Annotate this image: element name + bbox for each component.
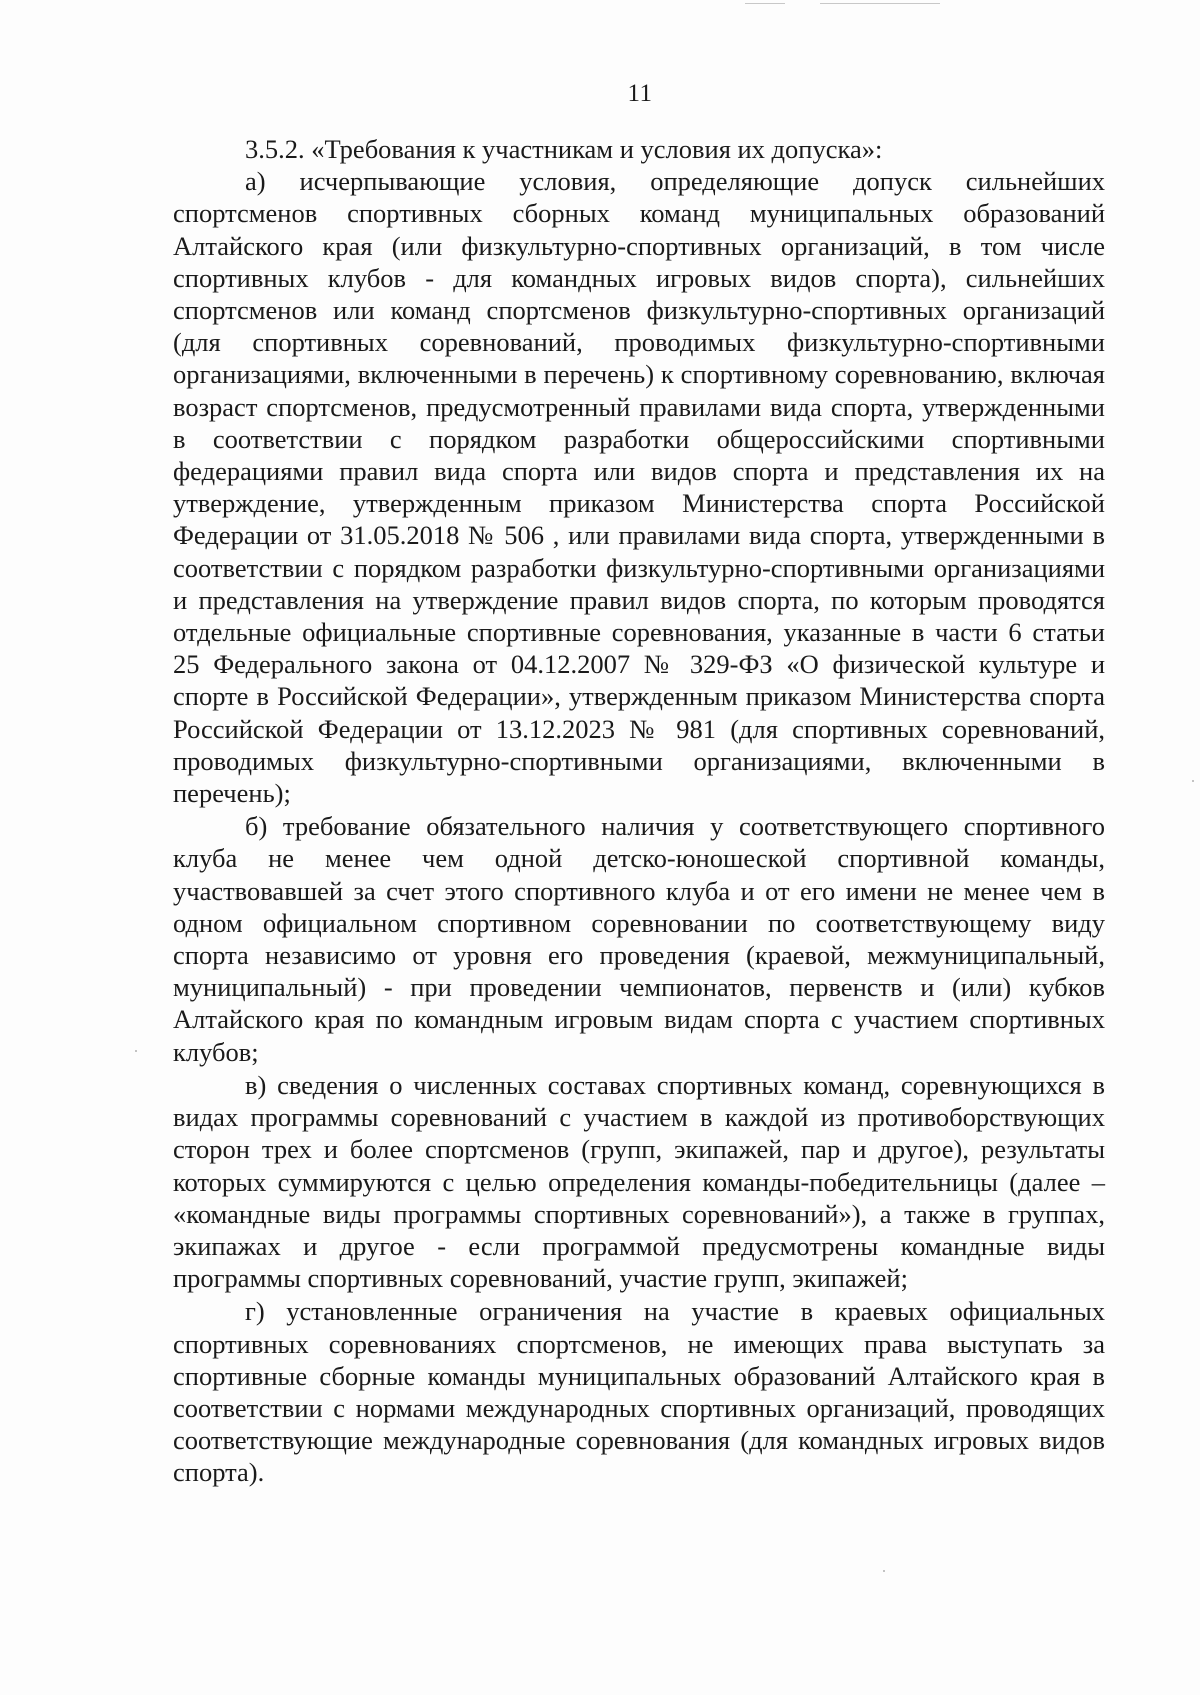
paragraph-g: г) установленные ограничения на участие в краевых официальных спортивных соревнованиях спортсменов, не имеющих права выступать за спортивные сборные команды муниципальных образований Алтайского края в соответствии с нормами международных спортивных организаций, проводящих соответствующие международные соревнования (для командных игровых видов спорта). bbox=[173, 1296, 1105, 1488]
paragraph-a: а) исчерпывающие условия, определяющие допуск сильнейших спортсменов спортивных сборных команд муниципальных образований Алтайского края (или физкультурно-спортивных организаций, в том числе спортивных клубов - для командных игровых видов спорта), сильнейших спортсменов или команд спортсменов физкультурно-спортивных организаций (для спортивных соревнований, проводимых физкультурно-спортивными организациями, включенными в перечень) к спортивному соревнованию, включая возраст спортсменов, предусмотренный правилами вида спорта, утвержденными в соответствии с порядком разработки общероссийскими спортивными федерациями правил вида спорта или видов спорта и представления их на утверждение, утвержденным приказом Министерства спорта Российской Федерации от 31.05.2018 № 506 , или правилами вида спорта, утвержденными в соответствии с порядком разработки физкультурно-спортивными организациями и представления на утверждение правил видов спорта, по которым проводятся отдельные официальные спортивные соревнования, указанные в части 6 статьи 25 Федерального закона от 04.12.2007 № 329-ФЗ «О физической культуре и спорте в Российской Федерации», утвержденным приказом Министерства спорта Российской Федерации от 13.12.2023 № 981 (для спортивных соревнований, проводимых физкультурно-спортивными организациями, включенными в перечень); bbox=[173, 166, 1105, 809]
scan-speck bbox=[1192, 780, 1194, 782]
page-number: 11 bbox=[627, 80, 653, 107]
scan-artifact bbox=[745, 3, 785, 4]
section-heading: 3.5.2. «Требования к участникам и условия их допуска»: bbox=[245, 134, 883, 164]
scan-speck bbox=[135, 1050, 137, 1052]
paragraph-b: б) требование обязательного наличия у соответствующего спортивного клуба не менее чем одной детско-юношеской спортивной команды, участвовавшей за счет этого спортивного клуба и от его имени не менее чем в одном официальном спортивном соревновании по соответствующему виду спорта независимо от уровня его проведения (краевой, межмуниципальный, муниципальный) - при проведении чемпионатов, первенств и (или) кубков Алтайского края по командным игровым видам спорта с участием спортивных клубов; bbox=[173, 811, 1105, 1067]
scan-artifact bbox=[820, 3, 940, 4]
paragraph-v: в) сведения о численных составах спортивных команд, соревнующихся в видах программы соревнований с участием в каждой из противоборствующих сторон трех и более спортсменов (групп, экипажей, пар и другое), результаты которых суммируются с целью определения команды-победительницы (далее – «командные виды программы спортивных соревнований»), а также в группах, экипажах и другое - если программой предусмотрены командные виды программы спортивных соревнований, участие групп, экипажей; bbox=[173, 1069, 1105, 1294]
document-body bbox=[173, 133, 1105, 1489]
scan-speck bbox=[883, 1570, 885, 1572]
